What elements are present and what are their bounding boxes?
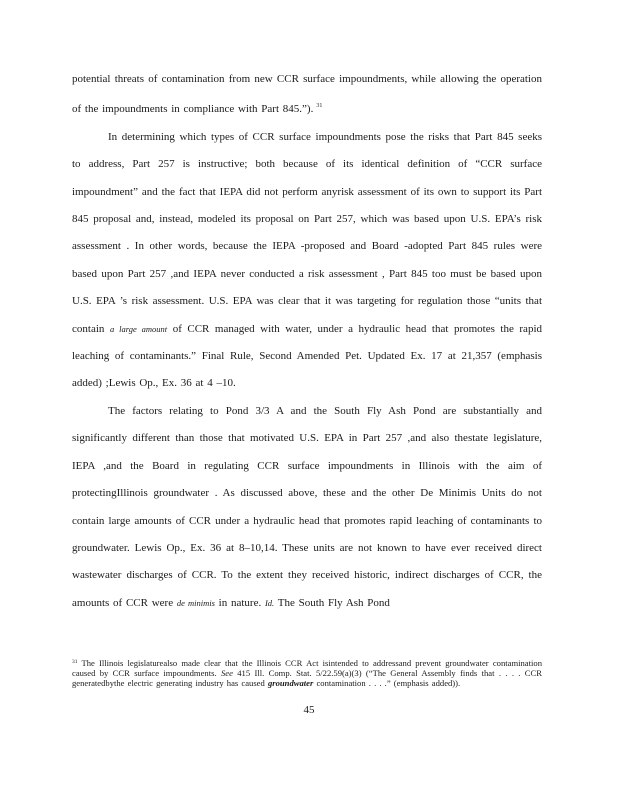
- footnote-reference: 31: [316, 103, 323, 110]
- paragraph-2-text-a: In determining which types of CCR surface impoundments pose the risks that Part 845 seeks to address, Part 257 is instructive; both because of its identical definition of “CCR surface impoundment” and the fact that IEPA did not perform anyrisk assessment of its own to support its Part 845 proposal and, instead, modeled its proposal on Part 257, which was based upon U.S. EPA’s risk assessment . In other words, because the IEPA -proposed and Board -adopted Part 845 rules were based upon Part 257 ,and IEPA never conducted a risk assessment , Part 845 too must be based upon U.S. EPA ’s risk assessment. U.S. EPA was clear that it was targeting for regulation those “units that contain: [72, 130, 542, 335]
- page-number: 45: [303, 704, 315, 716]
- paragraph-2-emphasis: a large amount: [109, 323, 168, 334]
- footnote-31: [72, 657, 542, 689]
- paragraph-3-text-b: in nature.: [218, 596, 262, 609]
- paragraph-3-text-a: The factors relating to Pond 3/3 A and the South Fly Ash Pond are substantially and significantly different than those that motivated U.S. EPA in Part 257 ,and also thestate legislature, IEPA ,and the Board in regulating CCR surface impoundments in Illinois with the aim of protectingIllinois groundwater . As discussed above, these and the other De Minimis Units do not contain large amounts of CCR under a hydraulic head that promotes rapid leaching of contaminants to groundwater. Lewis Op., Ex. 36 at 8–10,14. These units are not known to have ever received direct wastewater discharges of CCR. To the extent they received historic, indirect discharges of CCR, the amounts of CCR were: [72, 404, 542, 609]
- paragraph-3: [72, 398, 542, 617]
- body-text: [72, 66, 542, 617]
- paragraph-2: [72, 124, 542, 398]
- paragraph-1-text: potential threats of contamination from new CCR surface impoundments, while allowing the operation of the impoundments in compliance with Part 845.”).: [72, 73, 542, 116]
- footnote-see-signal: See: [220, 668, 233, 679]
- footnote-emphasis: groundwater: [267, 678, 314, 689]
- paragraph-3-text-c: The South Fly Ash Pond: [277, 596, 390, 609]
- footnote: [72, 657, 542, 689]
- paragraph-1: [72, 66, 542, 124]
- paragraph-3-emphasis-de-minimis: de minimis: [176, 597, 215, 608]
- paragraph-3-emphasis-id: Id.: [264, 597, 275, 608]
- footnote-mark: 31: [72, 659, 78, 665]
- footnote-text-b: 415 Ill. Comp. Stat. 5/22.59(a)(3) (“The General Assembly finds that . . . . CCR generatedbythe electric generating industry has caused: [72, 668, 543, 689]
- footnote-text-c: contamination . . . .” (emphasis added)).: [316, 678, 461, 689]
- paragraph-2-text-b: of CCR managed with water, under a hydraulic head that promotes the rapid leaching of contaminants.” Final Rule, Second Amended Pet. Updated Ex. 17 at 21,357 (emphasis added) ;Lewis Op., Ex. 36 at 4 –10.: [72, 322, 542, 390]
- footnote-text-a: The Illinois legislaturealso made clear that the Illinois CCR Act isintended to addressand prevent groundwater contamination caused by CCR surface impoundments.: [72, 658, 542, 679]
